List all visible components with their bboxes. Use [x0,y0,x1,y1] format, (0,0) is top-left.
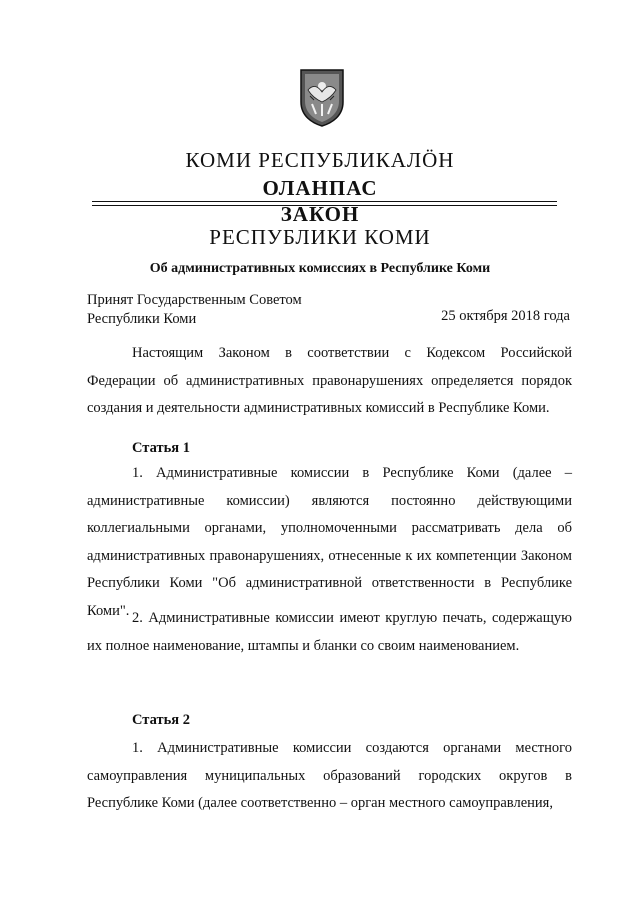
article-2-heading: Статья 2 [132,712,190,728]
coat-of-arms-icon [298,68,346,128]
law-title: Об административных комиссиях в Республике Коми [149,261,491,276]
article-1-paragraph-2: 2. Административные комиссии имеют круглую печать, содержащую их полное наименование, штампы и бланки со своим наименованием. [87,610,572,654]
article-1-heading: Статья 1 [132,440,190,456]
adopted-line-1: Принят Государственным Советом [87,292,302,308]
intro-paragraph: Настоящим Законом в соответствии с Кодексом Российской Федерации об административных правонарушениях определяется порядок создания и деятельности административных комиссий в Республике Коми. [87,345,572,416]
adoption-date: 25 октября 2018 года [441,308,570,324]
header-line-olanpas: ОЛАНПАС [262,176,378,200]
article-2-paragraph-1: 1. Административные комиссии создаются органами местного самоуправления муниципальных образований городских округов в Республике Коми (далее соответственно – орган местного самоуправления, [87,740,572,811]
article-1-paragraph-1: 1. Административные комиссии в Республике Коми (далее – административные комиссии) являются постоянно действующими коллегиальными органами, уполномоченными рассматривать дела об административных правонарушениях, отнесенные к их компетенции Законом Республики Коми "Об административной ответственности в Республике Коми". [87,465,572,619]
adopted-line-2: Республики Коми [87,311,197,327]
adopted-by [87,291,302,329]
header-line-komi: КОМИ РЕСПУБЛИКАЛÖН [185,148,455,172]
header-line-zakon: ЗАКОН [280,202,360,226]
header-line-republic: РЕСПУБЛИКИ КОМИ [209,225,431,249]
